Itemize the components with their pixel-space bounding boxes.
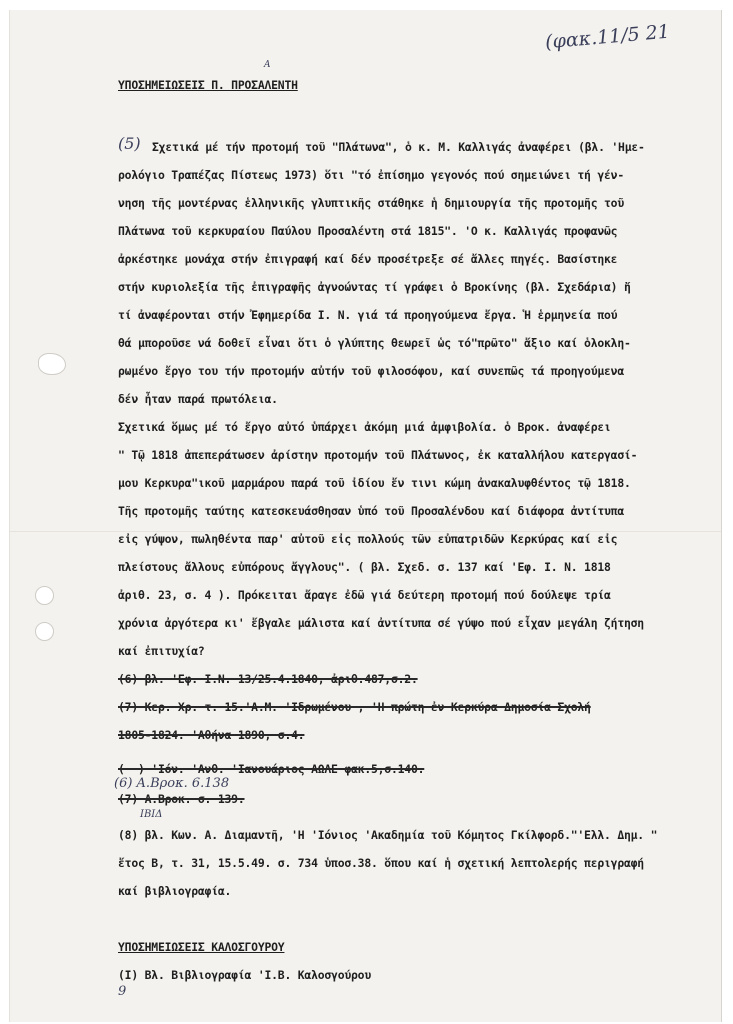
punch-hole (35, 586, 54, 605)
footnote-ion-anth: ( ) 'Ιόν. 'Ανθ. 'Ιανουάριος ΑΩΛΕ φακ.5,σ.140. (118, 762, 425, 776)
body-line: χρόνια ἀργότερα κι' ἔβγαλε μάλιστα καί ἀντίτυπα σέ γύψο πού εἶχαν μεγάλη ζήτηση (118, 616, 644, 630)
body-line: ἀρκέστηκε μονάχα στήν ἐπιγραφή καί δέν προσέτρεξε σέ ἄλλες πηγές. Βασίστηκε (118, 252, 618, 266)
body-line: εἰς γύψον, πωληθέντα παρ' αὐτοῦ εἰς πολλούς τῶν εὐπατριδῶν Κερκύρας καί εἰς (118, 532, 618, 546)
body-line: Τῆς προτομῆς ταύτης κατεσκευάσθησαν ὑπό τοῦ Προσαλένδου καί διάφορα ἀντίτυπα (118, 504, 624, 518)
body-line: ἀριθ. 23, σ. 4 ). Πρόκειται ἄραγε ἐδῶ γιά δεύτερη προτομή πού δούλεψε τρία (118, 588, 611, 602)
body-line: " Τῷ 1818 ἀπεπεράτωσεν ἀρίστην προτομήν τοῦ Πλάτωνος, ἐκ καταλλήλου κατεργασί- (118, 448, 638, 462)
body-line: μου Κερκυρα"ικοῦ μαρμάρου παρά τοῦ ἰδίου ἔν τινι κώμη ἀνακαλυφθέντος τῷ 1818. (118, 476, 631, 490)
punch-hole (35, 622, 54, 641)
body-line: Πλάτωνα τοῦ κερκυραίου Παύλου Προσαλέντη στά 1815". 'Ο κ. Καλλιγάς προφανῶς (118, 224, 618, 238)
body-line: ρολόγιο Τραπέζας Πίστεως 1973) ὅτι "τό ἐπίσημο γεγονός πού σημειώνει τή γέν- (118, 168, 624, 182)
footnote-6: (6) βλ. 'Εφ. Ι.Ν. 13/25.4.1840, ἀριθ.487,σ.2. (118, 672, 418, 686)
document-page (9, 10, 722, 1022)
bibliography-line: (Ι) Βλ. Βιβλιογραφία 'Ι.Β. Καλοσγούρου (118, 968, 371, 982)
body-line: θά μποροῦσε νά δοθεῖ εἶναι ὅτι ὁ γλύπτης θεωρεῖ ὡς τό"πρῶτο" ἄξιο καί ὁλοκλη- (118, 336, 631, 350)
body-line: καί ἐπιτυχία? (118, 644, 205, 658)
body-line: Σχετικά ὅμως μέ τό ἔργο αὐτό ὑπάρχει ἀκόμη μιά ἀμφιβολία. ὁ Βροκ. ἀναφέρει (118, 420, 611, 434)
footnote-8-cont: καί βιβλιογραφία. (118, 884, 232, 898)
body-line: στήν κυριολεξία τῆς ἐπιγραφῆς ἀγνοώντας τί γράφει ὁ Βροκίνης (βλ. Σχεδάρια) ἤ (118, 280, 631, 294)
body-line: τί ἀναφέρονται στήν Ἐφημερίδα Ι. Ν. γιά τά προηγούμενα ἔργα. Ἡ ἑρμηνεία πού (118, 308, 618, 322)
body-line: δέν ἦταν παρά πρωτόλεια. (118, 392, 278, 406)
archive-reference-mark: (φακ.11/5 21 (544, 20, 671, 54)
paper-tear (38, 353, 66, 375)
body-line: Σχετικά μέ τήν προτομή τοῦ "Πλάτωνα", ὁ κ. Μ. Καλλιγάς ἀναφέρει (βλ. 'Ημε- (152, 140, 645, 154)
footnote-7-cont: 1805-1824. 'Αθήνα 1890, σ.4. (118, 728, 305, 742)
handwritten-correction: (6) Α.Βροκ. 6.138 (114, 776, 230, 791)
footnote-8: (8) βλ. Κων. Α. Διαμαντῆ, 'Η 'Ιόνιος 'Ακαδημία τοῦ Κόμητος Γκίλφορδ."'Ελλ. Δημ. " (118, 828, 658, 842)
section-heading-prosalentis: ΥΠΟΣΗΜΕΙΩΣΕΙΣ Π. ΠΡΟΣΑΛΕΝΤΗ (118, 78, 298, 92)
body-line: πλείστους ἄλλους εὐπόρους ἄγγλους". ( βλ. Σχεδ. σ. 137 καί 'Εφ. Ι. Ν. 1818 (118, 560, 611, 574)
handwritten-ibid: ΙΒΙΔ (140, 809, 163, 820)
footnote-vrok: (7) Α.Βροκ. σ. 139. (118, 792, 245, 806)
accent-mark: A (264, 60, 271, 70)
body-line: νηση τῆς μοντέρνας ἑλληνικῆς γλυπτικῆς στάθηκε ἡ δημιουργία τῆς προτομῆς τοῦ (118, 196, 624, 210)
body-line: ρωμένο ἔργο του τήν προτομήν αὐτήν τοῦ φιλοσόφου, καί συνεπῶς τά προηγούμενα (118, 364, 624, 378)
section-heading-kalosgouros: ΥΠΟΣΗΜΕΙΩΣΕΙΣ ΚΑΛΟΣΓΟΥΡΟΥ (118, 940, 285, 954)
footnote-8-cont: ἔτος Β, τ. 31, 15.5.49. σ. 734 ὑποσ.38. ὅπου καί ἡ σχετική λεπτολερής περιγραφή (118, 856, 644, 870)
note-5-marker: (5) (118, 134, 141, 153)
page-number: 9 (118, 984, 127, 999)
footnote-7: (7) Κερ. Χρ. τ. 15.'Α.Μ. 'Ιδρωμένου , 'Η πρώτη ἐν Κερκύρα Δημοσία Σχολή (118, 700, 591, 714)
